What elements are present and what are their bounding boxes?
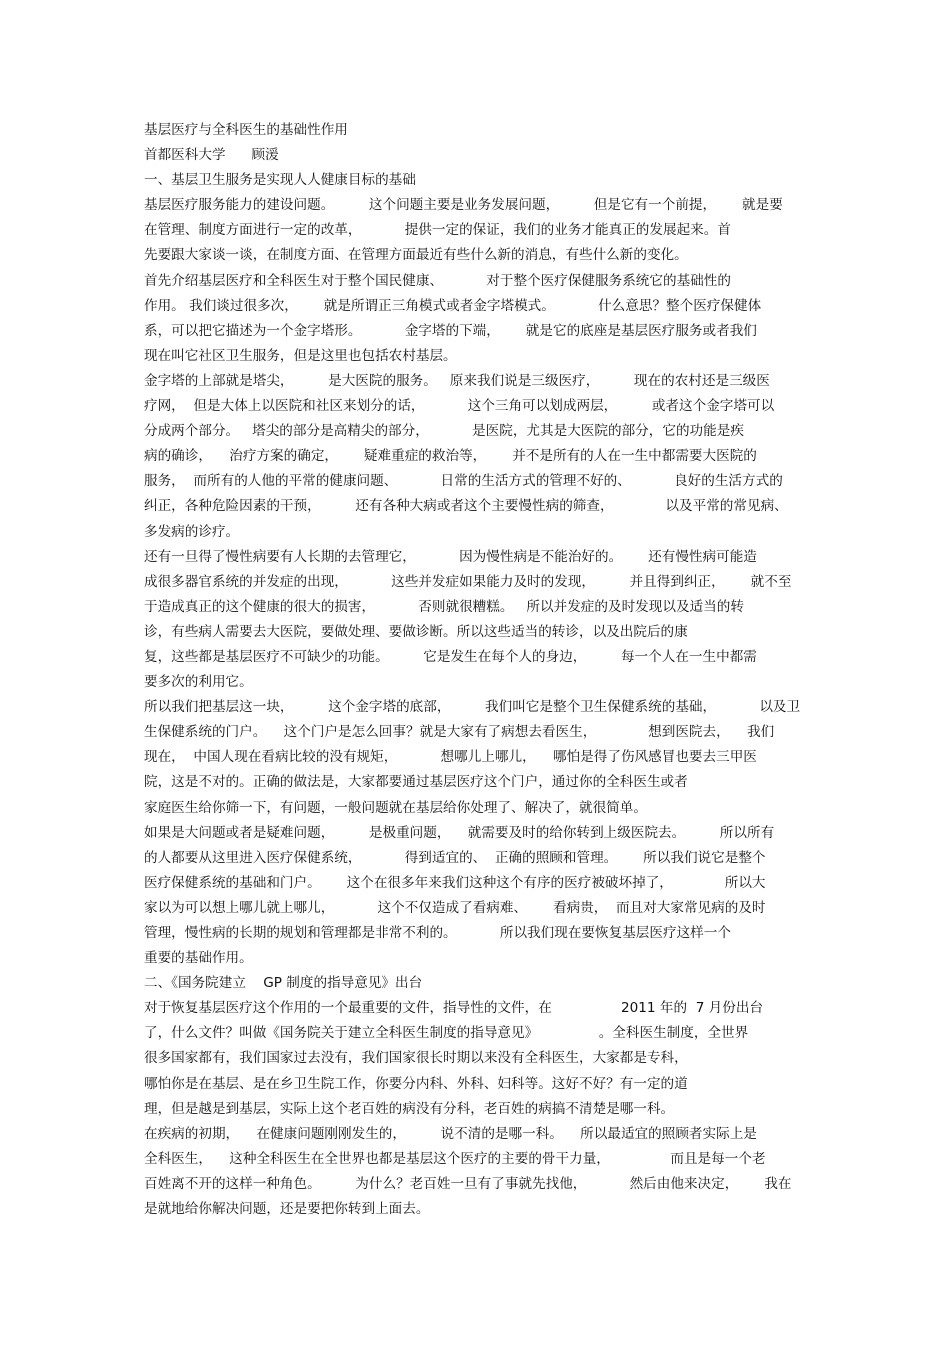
text-line: 分成两个部分。 塔尖的部分是高精尖的部分， 是医院，尤其是大医院的部分，它的功能是疾 bbox=[144, 423, 744, 440]
text-line: 所以我们把基层这一块， 这个金字塔的底部， 我们叫它是整个卫生保健系统的基础， 以及卫 bbox=[144, 699, 801, 716]
text-line: 金字塔的上部就是塔尖， 是大医院的服务。 原来我们说是三级医疗， 现在的农村还是三级医 bbox=[144, 372, 770, 389]
text-line: 了，什么文件？叫做《国务院关于建立全科医生制度的指导意见》 。全科医生制度，全世界 bbox=[144, 1025, 749, 1042]
document-body bbox=[144, 118, 814, 1222]
text-line: 生保健系统的门户。 这个门户是怎么回事？就是大家有了病想去看医生， 想到医院去， 我们 bbox=[144, 724, 775, 741]
text-line: 还有一旦得了慢性病要有人长期的去管理它， 因为慢性病是不能治好的。 还有慢性病可能造 bbox=[144, 548, 757, 565]
text-line: 病的确诊， 治疗方案的确定， 疑难重症的救治等， 并不是所有的人在一生中都需要大医院的 bbox=[144, 448, 757, 465]
text-line: 很多国家都有，我们国家过去没有，我们国家很长时期以来没有全科医生，大家都是专科， bbox=[144, 1050, 688, 1067]
text-line: 在管理、制度方面进行一定的改革， 提供一定的保证，我们的业务才能真正的发展起来。首 bbox=[144, 222, 731, 239]
text-line: 先要跟大家谈一谈，在制度方面、在管理方面最近有些什么新的消息，有些什么新的变化。 bbox=[144, 247, 688, 264]
text-line: 疗网， 但是大体上以医院和社区来划分的话， 这个三角可以划成两层， 或者这个金字塔可以 bbox=[144, 398, 775, 415]
text-line: 家庭医生给你筛一下，有问题，一般问题就在基层给你处理了、解决了，就很简单。 bbox=[144, 799, 647, 816]
text-line: 家以为可以想上哪儿就上哪儿， 这个不仅造成了看病难、 看病贵， 而且对大家常见病的及时 bbox=[144, 899, 766, 916]
text-line: 系，可以把它描述为一个金字塔形。 金字塔的下端， 就是它的底座是基层医疗服务或者我们 bbox=[144, 322, 757, 339]
text-line: 现在， 中国人现在看病比较的没有规矩， 想哪儿上哪儿， 哪怕是得了伤风感冒也要去三甲医 bbox=[144, 749, 757, 766]
document-author: 首都医科大学 顾湲 bbox=[144, 147, 279, 164]
text-line: 一、基层卫生服务是实现人人健康目标的基础 bbox=[144, 172, 416, 189]
text-line: 是就地给你解决问题，还是要把你转到上面去。 bbox=[144, 1201, 430, 1218]
text-line: 理，但是越是到基层，实际上这个老百姓的病没有分科，老百姓的病搞不清楚是哪一科。 bbox=[144, 1100, 675, 1117]
text-line: 重要的基础作用。 bbox=[144, 950, 253, 967]
text-line: 对于恢复基层医疗这个作用的一个最重要的文件，指导性的文件，在 2011 年的 7 月份出台 bbox=[144, 1000, 764, 1017]
text-line: 如果是大问题或者是疑难问题， 是极重问题， 就需要及时的给你转到上级医院去。 所以所有 bbox=[144, 824, 775, 841]
text-line: 基层医疗服务能力的建设问题。 这个问题主要是业务发展问题， 但是它有一个前提， 就是要 bbox=[144, 197, 783, 214]
text-line: 纠正，各种危险因素的干预， 还有各种大病或者这个主要慢性病的筛查， 以及平常的常见病、 bbox=[144, 498, 788, 515]
text-line: 院，这是不对的。正确的做法是，大家都要通过基层医疗这个门户，通过你的全科医生或者 bbox=[144, 774, 688, 791]
text-line: 诊，有些病人需要去大医院，要做处理、要做诊断。所以这些适当的转诊，以及出院后的康 bbox=[144, 623, 688, 640]
text-line: 现在叫它社区卫生服务，但是这里也包括农村基层。 bbox=[144, 347, 457, 364]
text-line: 首先介绍基层医疗和全科医生对于整个国民健康、 对于整个医疗保健服务系统它的基础性的 bbox=[144, 272, 731, 289]
document-title: 基层医疗与全科医生的基础性作用 bbox=[144, 122, 348, 138]
text-line: 多发病的诊疗。 bbox=[144, 523, 240, 540]
section-heading: 二、《国务院建立 GP 制度的指导意见》出台 bbox=[144, 975, 423, 992]
text-line: 的人都要从这里进入医疗保健系统， 得到适宜的、 正确的照顾和管理。 所以我们说它是整个 bbox=[144, 849, 766, 866]
text-line: 在疾病的初期， 在健康问题刚刚发生的， 说不清的是哪一科。 所以最适宜的照顾者实际上是 bbox=[144, 1125, 757, 1142]
text-line: 服务， 而所有的人他的平常的健康问题、 日常的生活方式的管理不好的、 良好的生活方式的 bbox=[144, 473, 783, 490]
text-line: 医疗保健系统的基础和门户。 这个在很多年来我们这种这个有序的医疗被破坏掉了， 所以大 bbox=[144, 874, 766, 891]
text-line: 成很多器官系统的并发症的出现， 这些并发症如果能力及时的发现， 并且得到纠正， 就不至 bbox=[144, 573, 792, 590]
text-line: 百姓离不开的这样一种角色。 为什么？老百姓一旦有了事就先找他， 然后由他来决定， 我在 bbox=[144, 1175, 792, 1192]
text-line: 全科医生， 这种全科医生在全世界也都是基层这个医疗的主要的骨干力量， 而且是每一个老 bbox=[144, 1150, 766, 1167]
text-line: 要多次的利用它。 bbox=[144, 674, 253, 691]
text-line: 作用。 我们谈过很多次， 就是所谓正三角模式或者金字塔模式。 什么意思？整个医疗保健体 bbox=[144, 297, 762, 314]
text-line: 哪怕你是在基层、是在乡卫生院工作，你要分内科、外科、妇科等。这好不好？有一定的道 bbox=[144, 1075, 688, 1092]
text-line: 复，这些都是基层医疗不可缺少的功能。 它是发生在每个人的身边， 每一个人在一生中都需 bbox=[144, 648, 757, 665]
text-line: 管理，慢性病的长期的规划和管理都是非常不利的。 所以我们现在要恢复基层医疗这样一个 bbox=[144, 925, 731, 941]
text-line: 于造成真正的这个健康的很大的损害， 否则就很糟糕。 所以并发症的及时发现以及适当的转 bbox=[144, 598, 744, 615]
